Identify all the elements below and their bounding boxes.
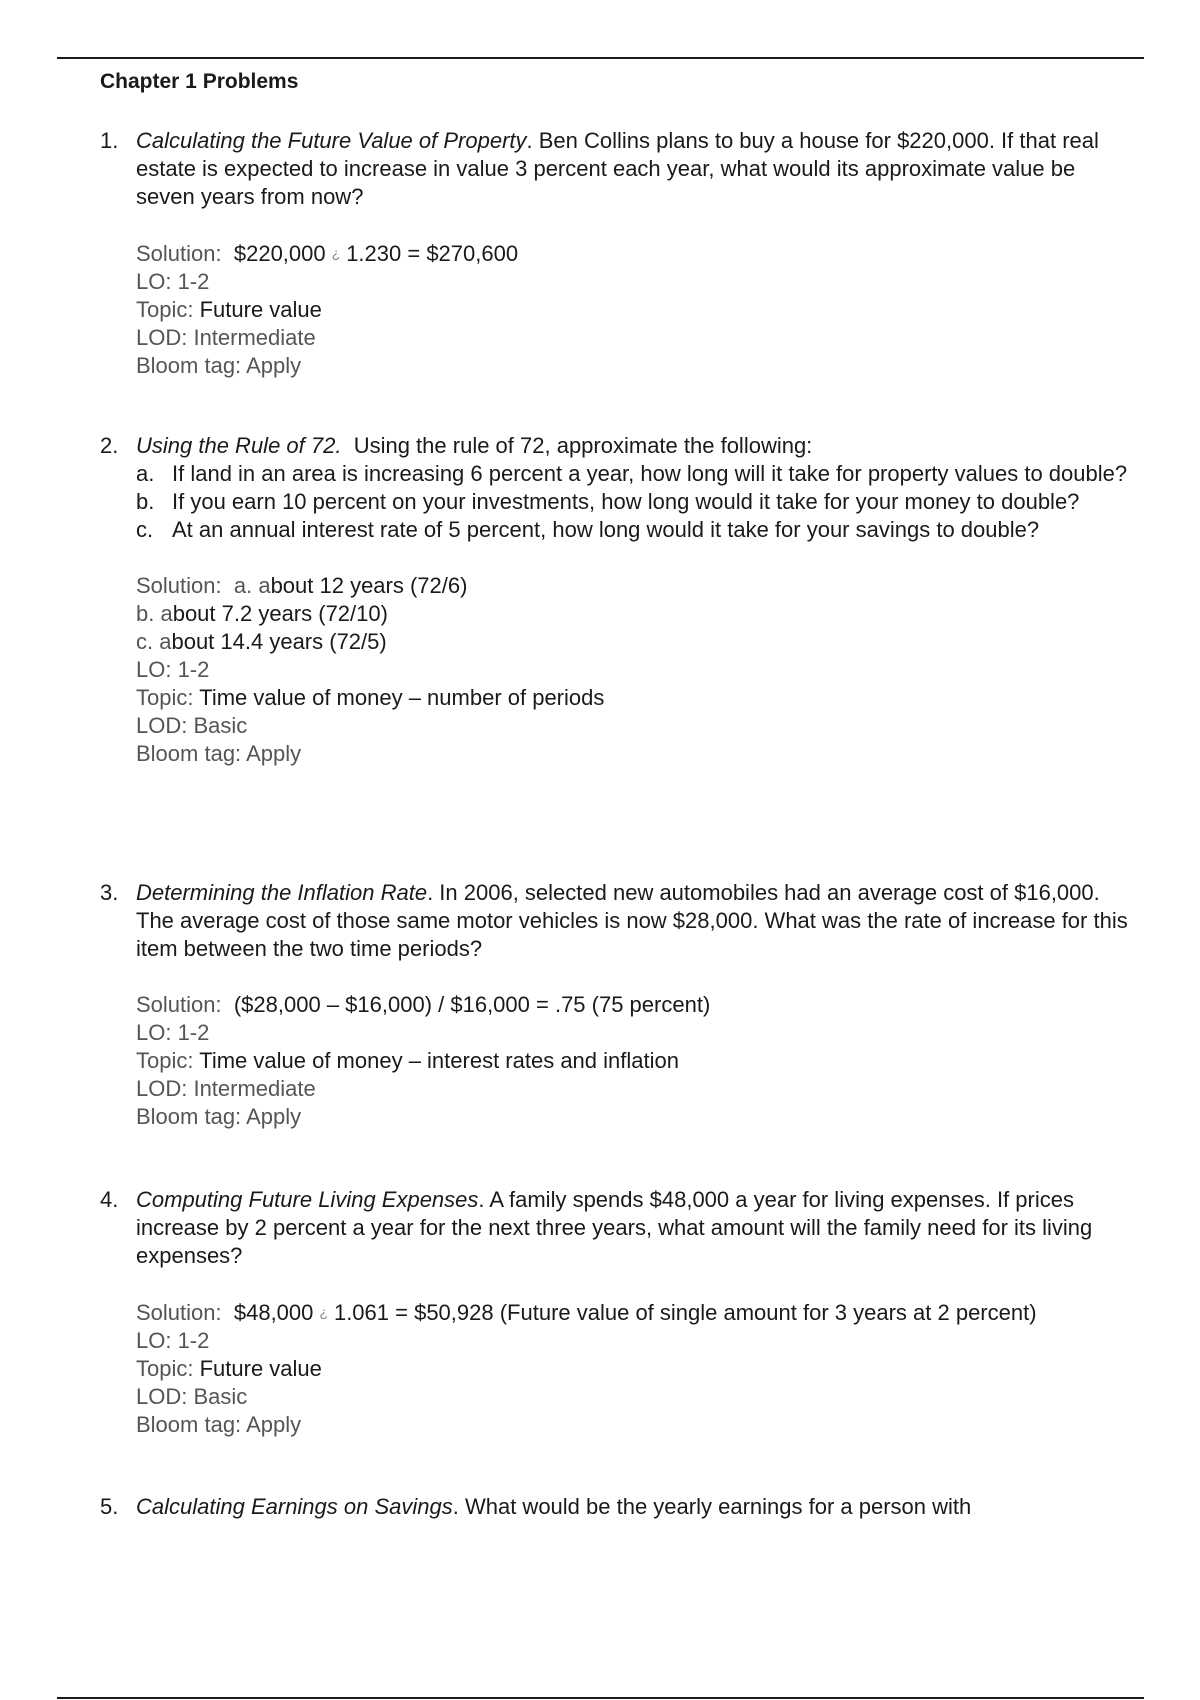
solution-pre: $220,000 bbox=[233, 241, 326, 266]
problem-text: . Ben Collins plans to buy a house for $220,000. If that real estate is expected to increase in value 3 percent each year, what would its approximate value be seven years from now? bbox=[136, 128, 1099, 209]
inverted-question-glyph: ¿ bbox=[331, 245, 341, 261]
solution-line bbox=[136, 991, 1140, 1019]
topic-value: Future value bbox=[199, 297, 322, 322]
problem-title: Using the Rule of 72. bbox=[136, 433, 342, 458]
solution-label: Solution: bbox=[136, 992, 222, 1017]
solution-line bbox=[136, 1298, 1140, 1327]
topic-line bbox=[136, 1355, 1140, 1383]
problem-number: 3. bbox=[100, 880, 119, 905]
solution-post: 1.230 = $270,600 bbox=[346, 241, 519, 266]
topic-label: Topic: bbox=[136, 685, 194, 710]
lod-line: LOD: Basic bbox=[136, 713, 248, 738]
problem-5 bbox=[100, 1493, 1140, 1521]
bottom-rule bbox=[57, 1697, 1144, 1699]
lod-line: LOD: Basic bbox=[136, 1384, 248, 1409]
problem-title: Calculating the Future Value of Property bbox=[136, 128, 527, 153]
topic-label: Topic: bbox=[136, 1048, 194, 1073]
solution-line: Solution: a. about 12 years (72/6) bbox=[136, 573, 468, 598]
problem-title: Computing Future Living Expenses bbox=[136, 1187, 479, 1212]
sub-question-b: b. If you earn 10 percent on your investments, how long would it take for your money to double? bbox=[136, 489, 1080, 514]
topic-line bbox=[136, 296, 1140, 324]
sub-question-a: a. If land in an area is increasing 6 percent a year, how long will it take for property values to double? bbox=[136, 461, 1128, 486]
lo-line: LO: 1-2 bbox=[136, 269, 210, 294]
inverted-question-glyph: ¿ bbox=[319, 1304, 328, 1320]
problem-number: 4. bbox=[100, 1187, 119, 1212]
topic-label: Topic: bbox=[136, 1356, 194, 1381]
sub-questions bbox=[100, 460, 1140, 544]
lo-line: LO: 1-2 bbox=[136, 1328, 210, 1353]
bloom-line: Bloom tag: Apply bbox=[136, 1412, 302, 1437]
bloom-line: Bloom tag: Apply bbox=[136, 1104, 302, 1129]
topic-label: Topic: bbox=[136, 297, 194, 322]
problem-text: . What would be the yearly earnings for a person with bbox=[452, 1494, 972, 1519]
solution-label: Solution: bbox=[136, 241, 222, 266]
lo-line: LO: 1-2 bbox=[136, 657, 210, 682]
topic-line bbox=[136, 684, 1140, 712]
lod-line: LOD: Intermediate bbox=[136, 1076, 316, 1101]
problem-4 bbox=[100, 1186, 1140, 1439]
problem-text: . In 2006, selected new automobiles had an average cost of $16,000. The average cost of those same motor vehicles is now $28,000. What was the rate of increase for this item between the two time periods? bbox=[136, 880, 1128, 961]
problem-meta bbox=[136, 991, 1140, 1131]
bloom-line: Bloom tag: Apply bbox=[136, 741, 302, 766]
problem-3 bbox=[100, 879, 1140, 1131]
solution-value: ($28,000 – $16,000) / $16,000 = .75 (75 percent) bbox=[233, 992, 711, 1017]
topic-line bbox=[136, 1047, 1140, 1075]
problem-1 bbox=[100, 127, 1140, 380]
problem-text: Using the rule of 72, approximate the following: bbox=[353, 433, 813, 458]
lod-line: LOD: Intermediate bbox=[136, 325, 316, 350]
solution-line bbox=[136, 239, 1140, 268]
problem-meta bbox=[136, 1298, 1140, 1439]
topic-value: Time value of money – number of periods bbox=[199, 685, 605, 710]
sub-question-c: c. At an annual interest rate of 5 percent, how long would it take for your savings to double? bbox=[136, 517, 1040, 542]
solution-pre: $48,000 bbox=[233, 1300, 314, 1325]
problem-number: 1. bbox=[100, 128, 119, 153]
topic-value: Time value of money – interest rates and inflation bbox=[199, 1048, 679, 1073]
solution-line-c: c. about 14.4 years (72/5) bbox=[136, 629, 387, 654]
problem-number: 5. bbox=[100, 1494, 119, 1519]
solution-post: 1.061 = $50,928 (Future value of single amount for 3 years at 2 percent) bbox=[333, 1300, 1037, 1325]
top-rule bbox=[57, 57, 1144, 59]
solution-label: Solution: bbox=[136, 1300, 222, 1325]
bloom-line: Bloom tag: Apply bbox=[136, 353, 302, 378]
problem-2 bbox=[100, 432, 1140, 768]
problem-meta bbox=[136, 572, 1140, 768]
problem-title: Calculating Earnings on Savings bbox=[136, 1494, 453, 1519]
lo-line: LO: 1-2 bbox=[136, 1020, 210, 1045]
problem-title: Determining the Inflation Rate bbox=[136, 880, 428, 905]
topic-value: Future value bbox=[199, 1356, 322, 1381]
solution-line-b: b. about 7.2 years (72/10) bbox=[136, 601, 388, 626]
problem-text: . A family spends $48,000 a year for living expenses. If prices increase by 2 percent a year for the next three years, what amount will the family need for its living expenses? bbox=[136, 1187, 1093, 1268]
page-heading: Chapter 1 Problems bbox=[100, 70, 299, 93]
solution-label: Solution: bbox=[136, 573, 222, 598]
problem-number: 2. bbox=[100, 433, 119, 458]
problem-meta bbox=[136, 239, 1140, 380]
